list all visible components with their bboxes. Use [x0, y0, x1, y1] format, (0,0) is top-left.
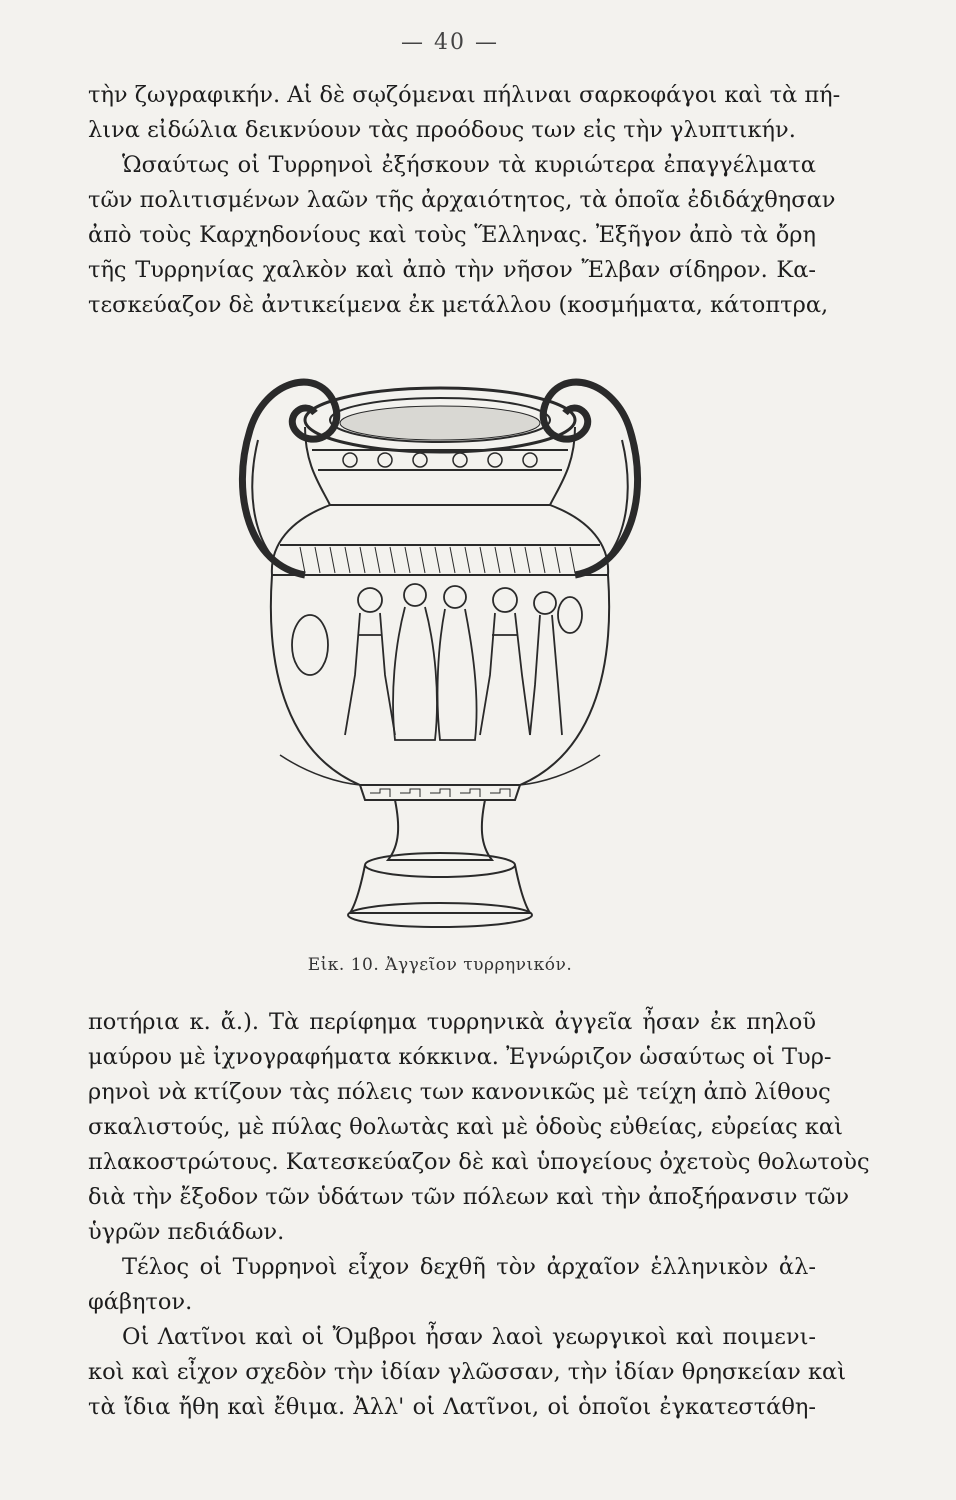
text-line: Ὡσαύτως οἱ Τυρρηνοὶ ἐξήσκουν τὰ κυριώτερα ἐπαγγέλματα: [122, 152, 816, 178]
text-line: ποτήρια κ. ἄ.). Τὰ περίφημα τυρρηνικὰ ἀγγεῖα ἦσαν ἐκ πηλοῦ: [88, 1009, 816, 1035]
text-block-bottom: [88, 1005, 870, 1425]
figure-caption: Εἰκ. 10. Ἀγγεῖον τυρρηνικόν.: [307, 955, 573, 975]
text-line: ἀπὸ τοὺς Καρχηδονίους καὶ τοὺς Ἕλληνας. Ἐξῆγον ἀπὸ τὰ ὄρη: [88, 222, 816, 248]
text-line: τῆς Τυρρηνίας χαλκὸν καὶ ἀπὸ τὴν νῆσον Ἔλβαν σίδηρον. Κα-: [88, 257, 816, 283]
text-line: τεσκεύαζον δὲ ἀντικείμενα ἐκ μετάλλου (κοσμήματα, κάτοπτρα,: [88, 292, 829, 318]
text-line: πλακοστρώτους. Κατεσκεύαζον δὲ καὶ ὑπογείους ὀχετοὺς θολωτοὺς: [88, 1149, 870, 1175]
text-line: μαύρου μὲ ἰχνογραφήματα κόκκινα. Ἐγνώριζον ὡσαύτως οἱ Τυρ-: [88, 1044, 832, 1070]
text-line: Τέλος οἱ Τυρρηνοὶ εἶχον δεχθῆ τὸν ἀρχαῖον ἑλληνικὸν ἀλ-: [122, 1254, 816, 1280]
etruscan-vase-illustration: [210, 345, 670, 945]
text-line: κοὶ καὶ εἶχον σχεδὸν τὴν ἰδίαν γλῶσσαν, τὴν ἰδίαν θρησκείαν καὶ: [88, 1359, 847, 1385]
right-handle: [543, 382, 637, 575]
text-line: φάβητον.: [88, 1289, 193, 1315]
text-line: τῶν πολιτισμένων λαῶν τῆς ἀρχαιότητος, τὰ ὁποῖα ἐδιδάχθησαν: [88, 187, 836, 213]
text-line: τὰ ἴδια ἤθη καὶ ἔθιμα. Ἀλλ' οἱ Λατῖνοι, οἱ ὁποῖοι ἐγκατεστάθη-: [88, 1394, 816, 1420]
text-line: διὰ τὴν ἔξοδον τῶν ὑδάτων τῶν πόλεων καὶ τὴν ἀποξήρανσιν τῶν: [88, 1184, 850, 1210]
text-line: λινα εἰδώλια δεικνύουν τὰς προόδους των εἰς τὴν γλυπτικήν.: [88, 117, 796, 143]
left-handle: [242, 382, 336, 575]
text-line: τὴν ζωγραφικήν. Αἱ δὲ σῳζόμεναι πήλιναι σαρκοφάγοι καὶ τὰ πή-: [88, 82, 841, 108]
text-line: σκαλιστούς, μὲ πύλας θολωτὰς καὶ μὲ ὁδοὺς εὐθείας, εὐρείας καὶ: [88, 1114, 843, 1140]
text-line: ρηνοὶ νὰ κτίζουν τὰς πόλεις των κανονικῶς μὲ τείχη ἀπὸ λίθους: [88, 1079, 831, 1105]
text-line: ὑγρῶν πεδιάδων.: [88, 1219, 285, 1245]
page-number: — 40 —: [401, 30, 499, 55]
text-line: Οἱ Λατῖνοι καὶ οἱ Ὄμβροι ἦσαν λαοὶ γεωργικοὶ καὶ ποιμενι-: [122, 1324, 816, 1350]
text-block-top: [88, 78, 841, 323]
